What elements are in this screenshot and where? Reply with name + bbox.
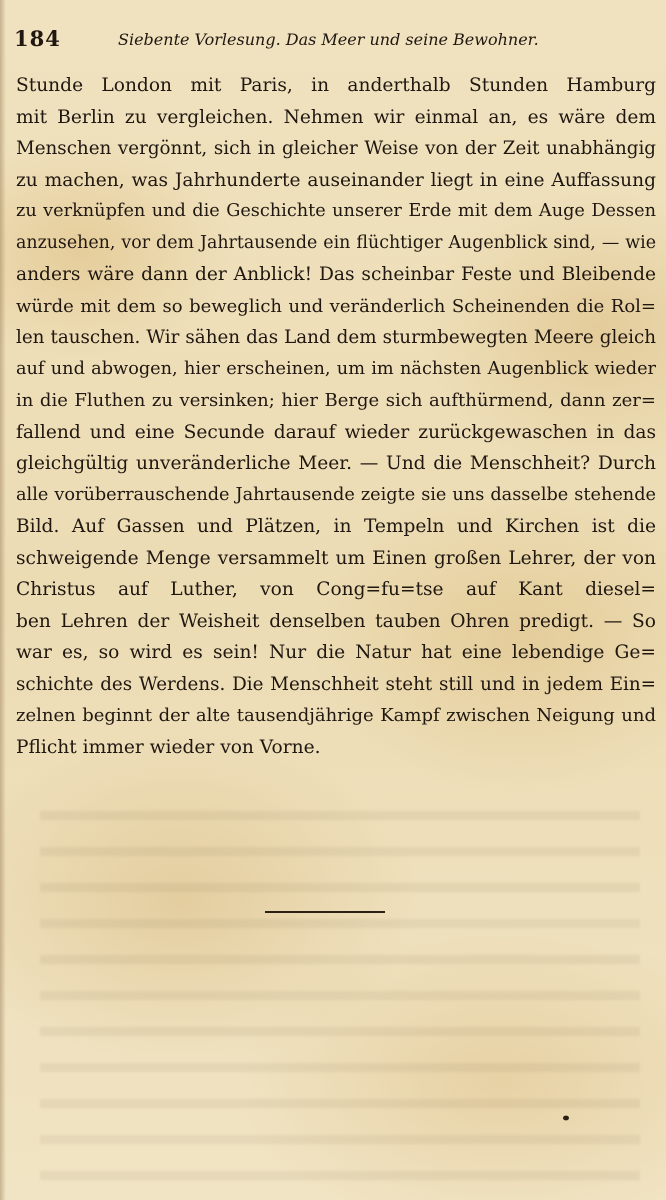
text-line: war es, so wird es sein! Nur die Natur hat eine lebendige Ge= xyxy=(16,642,656,663)
text-line: Menschen vergönnt, sich in gleicher Weise von der Zeit unabhängig xyxy=(16,138,656,159)
ink-mark xyxy=(563,1116,569,1121)
text-line: schweigende Menge versammelt um Einen großen Lehrer, der von xyxy=(16,547,656,569)
text-line: alle vorüberrauschende Jahrtausende zeigte sie uns dasselbe stehende xyxy=(16,484,656,505)
text-line: Christus auf Luther, von Cong=fu=tse auf Kant diesel= xyxy=(16,579,656,600)
text-line-last: Pflicht immer wieder von Vorne. xyxy=(16,736,321,758)
text-line: anders wäre dann der Anblick! Das scheinbar Feste und Bleibende xyxy=(16,264,656,285)
text-line: auf und abwogen, hier erscheinen, um im nächsten Augenblick wieder xyxy=(16,358,656,379)
text-line: zu machen, was Jahrhunderte auseinander liegt in eine Auffassung xyxy=(16,169,656,191)
show-through-text xyxy=(40,790,640,1190)
text-line: gleichgültig unveränderliche Meer. — Und die Menschheit? Durch xyxy=(16,453,656,474)
page-number: 184 xyxy=(14,26,61,51)
text-line: schichte des Werdens. Die Menschheit steht still und in jedem Ein= xyxy=(16,673,656,695)
running-title: Siebente Vorlesung. Das Meer und seine Bewohner. xyxy=(118,30,539,49)
text-line: Stunde London mit Paris, in anderthalb Stunden Hamburg xyxy=(16,75,656,96)
text-line: mit Berlin zu vergleichen. Nehmen wir einmal an, es wäre dem xyxy=(16,106,656,128)
text-line: Bild. Auf Gassen und Plätzen, in Tempeln und Kirchen ist die xyxy=(16,516,656,537)
text-line: zelnen beginnt der alte tausendjährige Kampf zwischen Neigung und xyxy=(16,705,656,726)
text-line: zu verknüpfen und die Geschichte unserer Erde mit dem Auge Dessen xyxy=(16,201,656,221)
text-line: ben Lehren der Weisheit denselben tauben Ohren predigt. — So xyxy=(16,610,656,632)
text-line: würde mit dem so beweglich und veränderlich Scheinenden die Rol= xyxy=(16,295,656,317)
body-text xyxy=(16,70,656,763)
page-gutter-shadow xyxy=(0,0,6,1200)
text-line: in die Fluthen zu versinken; hier Berge sich aufthürmend, dann zer= xyxy=(16,390,656,411)
running-head xyxy=(14,26,654,54)
text-line: fallend und eine Secunde darauf wieder zurückgewaschen in das xyxy=(16,421,656,443)
text-line: len tauschen. Wir sähen das Land dem sturmbewegten Meere gleich xyxy=(16,327,656,348)
text-line: anzusehen, vor dem Jahrtausende ein flüchtiger Augenblick sind, — wie xyxy=(16,232,656,253)
